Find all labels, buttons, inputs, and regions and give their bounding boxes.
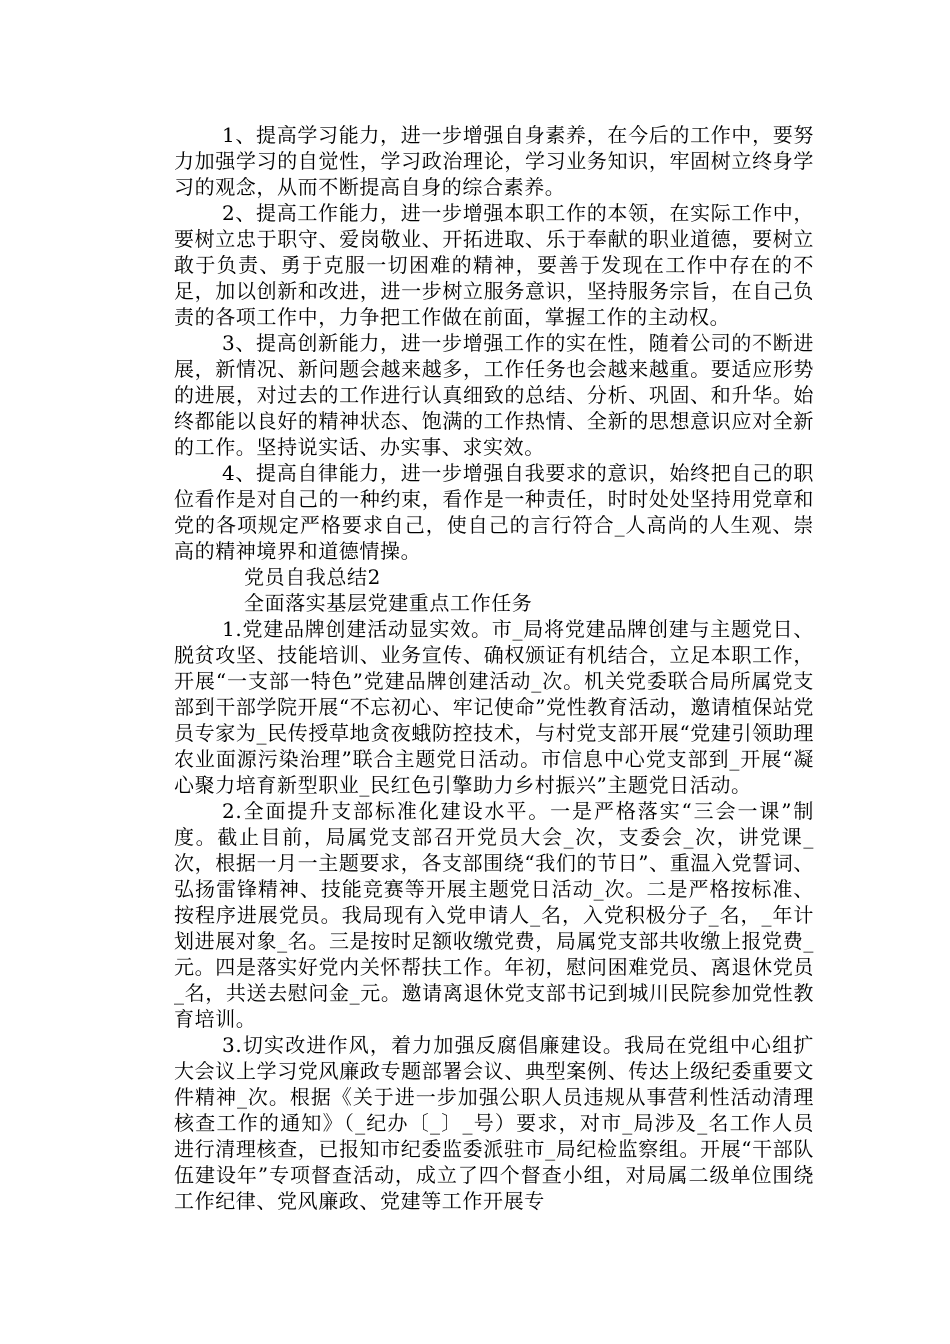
paragraph-2: 2、提高工作能力，进一步增强本职工作的本领，在实际工作中，要树立忠于职守、爱岗敬业、开拓进取、乐于奉献的职业道德，要树立敢于负责、勇于克服一切困难的精神，要善于发现在工作中存在的不足，加以创新和改进，进一步树立服务意识，坚持服务宗旨，在自己负责的各项工作中，力争把工作做在前面，掌握工作的主动权。 [174, 201, 814, 329]
paragraph-7: 3.切实改进作风，着力加强反腐倡廉建设。我局在党组中心组扩大会议上学习党风廉政专题部署会议、典型案例、传达上级纪委重要文件精神_次。根据《关于进一步加强公职人员违规从事营利性活动清理核查工作的通知》（_纪办〔_〕_号）要求，对市_局涉及_名工作人员进行清理核查，已报知市纪委监委派驻市_局纪检监察组。开展“干部队伍建设年”专项督查活动，成立了四个督查小组，对局属二级单位围绕工作纪律、党风廉政、党建等工作开展专 [174, 1033, 814, 1213]
paragraph-3: 3、提高创新能力，进一步增强工作的实在性，随着公司的不断进展，新情况、新问题会越来越多，工作任务也会越来越重。要适应形势的进展，对过去的工作进行认真细致的总结、分析、巩固、和升华。始终都能以良好的精神状态、饱满的工作热情、全新的思想意识应对全新的工作。坚持说实话、办实事、求实效。 [174, 331, 814, 459]
paragraph-4: 4、提高自律能力，进一步增强自我要求的意识，始终把自己的职位看作是对自己的一种约束，看作是一种责任，时时处处坚持用党章和党的各项规定严格要求自己，使自己的言行符合_人高尚的人生观、崇高的精神境界和道德情操。 [174, 461, 814, 563]
paragraph-6: 2.全面提升支部标准化建设水平。一是严格落实“三会一课”制度。截止目前，局属党支部召开党员大会_次，支委会_次，讲党课_次，根据一月一主题要求，各支部围绕“我们的节日”、重温入党誓词、弘扬雷锋精神、技能竞赛等开展主题党日活动_次。二是严格按标准、按程序进展党员。我局现有入党申请人_名，入党积极分子_名，_年计划进展对象_名。三是按时足额收缴党费，局属党支部共收缴上报党费_元。四是落实好党内关怀帮扶工作。年初，慰问困难党员、离退休党员_名，共送去慰问金_元。邀请离退休党支部书记到城川民院参加党性教育培训。 [174, 799, 814, 1031]
paragraph-5: 1.党建品牌创建活动显实效。市_局将党建品牌创建与主题党日、脱贫攻坚、技能培训、业务宣传、确权颁证有机结合，立足本职工作，开展“一支部一特色”党建品牌创建活动_次。机关党委联合局所属党支部到干部学院开展“不忘初心、牢记使命”党性教育活动，邀请植保站党员专家为_民传授草地贪夜蛾防控技术，与村党支部开展“党建引领助理农业面源污染治理”联合主题党日活动。市信息中心党支部到_开展“凝心聚力培育新型职业_民红色引擎助力乡村振兴”主题党日活动。 [174, 617, 814, 797]
paragraph-1: 1、提高学习能力，进一步增强自身素养，在今后的工作中，要努力加强学习的自觉性，学习政治理论，学习业务知识，牢固树立终身学习的观念，从而不断提高自身的综合素养。 [174, 123, 814, 199]
section-subheading: 全面落实基层党建重点工作任务 [244, 591, 533, 615]
document-body [174, 122, 814, 1214]
section-heading: 党员自我总结2 [244, 565, 381, 589]
